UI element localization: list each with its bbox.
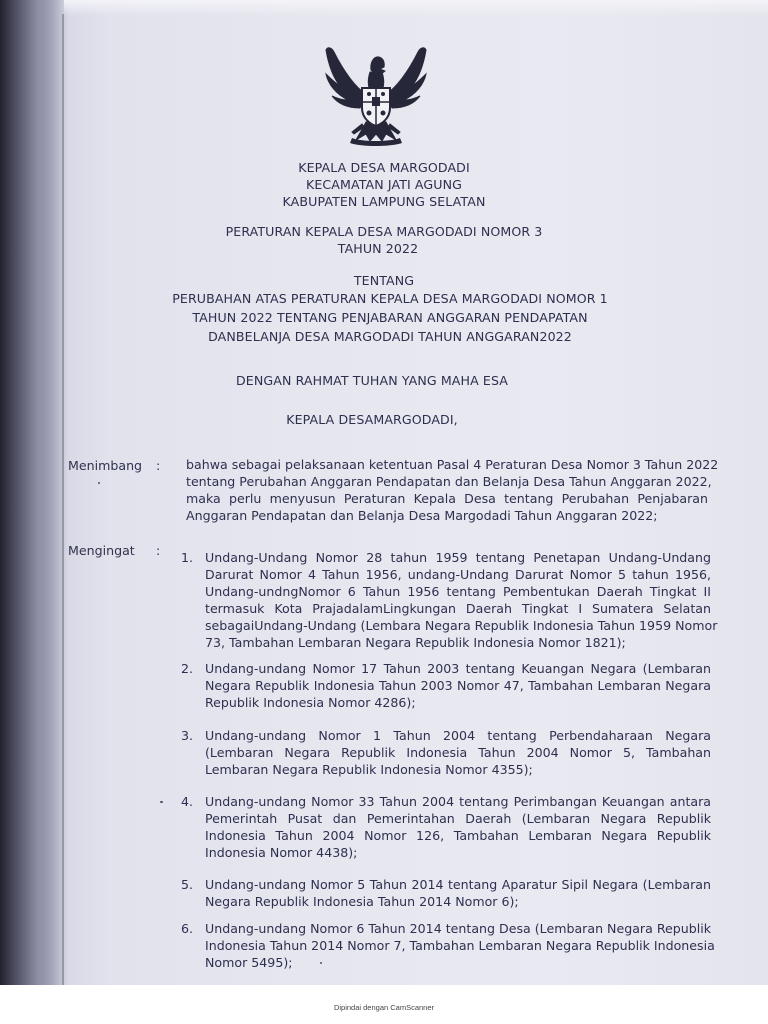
- law-item-line: 73, Tambahan Lembaran Negara Republik Indonesia Nomor 1821);: [205, 635, 626, 650]
- heading-district: KECAMATAN JATI AGUNG: [306, 177, 462, 192]
- law-item-line: Undang-undang Nomor 5 Tahun 2014 tentang Aparatur Sipil Negara (Lembaran: [205, 877, 711, 892]
- mengingat-label: Mengingat: [68, 543, 135, 558]
- law-item-line: Republik Indonesia Nomor 4286);: [205, 695, 416, 710]
- law-item-line: Undang-undang Nomor 33 Tahun 2004 tentang Perimbangan Keuangan antara: [205, 794, 711, 809]
- mengingat-colon: :: [156, 543, 161, 558]
- law-item-line: sebagaiUndang-Undang (Lembara Negara Republik Indonesia Tahun 1959 Nomor: [205, 618, 718, 633]
- menimbang-paragraph: [186, 456, 719, 524]
- law-item-line: Lembaran Negara Republik Indonesia Nomor 4355);: [205, 762, 533, 777]
- law-item-line: Negara Republik Indonesia Tahun 2003 Nomor 47, Tambahan Lembaran Negara: [205, 678, 711, 693]
- regulation-number: PERATURAN KEPALA DESA MARGODADI NOMOR 3: [225, 224, 543, 239]
- menimbang-line: tentang Perubahan Anggaran Pendapatan dan Belanja Desa Tahun Anggaran 2022,: [186, 474, 712, 489]
- law-item-number: 4.: [181, 794, 194, 809]
- law-item-line: termasuk Kota PrajadalamLingkungan Daerah Tingkat I Sumatera Selatan: [205, 601, 711, 616]
- law-item-line: Undang-undang Nomor 17 Tahun 2003 tentang Keuangan Negara (Lembaran: [205, 661, 711, 676]
- law-item-number: 1.: [181, 550, 194, 565]
- scan-speck: [98, 482, 100, 484]
- law-item-line: Pemerintah Pusat dan Pemerintahan Daerah (Lembaran Negara Republik: [205, 811, 711, 826]
- heading-regency: KABUPATEN LAMPUNG SELATAN: [282, 194, 486, 209]
- scan-speck: [320, 962, 322, 964]
- law-item-line: (Lembaran Negara Republik Indonesia Tahun 2004 Nomor 5, Tambahan: [205, 745, 711, 760]
- garuda-pancasila-icon: [322, 42, 430, 148]
- law-item-number: 5.: [181, 877, 194, 892]
- scan-speck: [160, 801, 163, 803]
- authority-line: KEPALA DESAMARGODADI,: [286, 412, 458, 427]
- heading-village-head: KEPALA DESA MARGODADI: [298, 160, 470, 175]
- law-item-line: Indonesia Nomor 4438);: [205, 845, 358, 860]
- paper-top-edge: [64, 0, 768, 16]
- binding-shadow: [0, 0, 66, 985]
- menimbang-colon: :: [156, 458, 161, 473]
- menimbang-line: bahwa sebagai pelaksanaan ketentuan Pasal 4 Peraturan Desa Nomor 3 Tahun 2022: [186, 457, 719, 472]
- blessing-phrase: DENGAN RAHMAT TUHAN YANG MAHA ESA: [236, 373, 508, 388]
- law-item-line: Indonesia Tahun 2014 Nomor 7, Tambahan Lembaran Negara Republik Indonesia: [205, 938, 715, 953]
- law-item-line: Indonesia Tahun 2004 Nomor 126, Tambahan Lembaran Negara Republik: [205, 828, 711, 843]
- menimbang-line: maka perlu menyusun Peraturan Kepala Desa tentang Perubahan Penjabaran: [186, 491, 708, 506]
- law-item-line: Nomor 5495);: [205, 955, 293, 970]
- menimbang-line: Anggaran Pendapatan dan Belanja Desa Margodadi Tahun Anggaran 2022;: [186, 508, 658, 523]
- law-item-number: 2.: [181, 661, 194, 676]
- law-item-number: 6.: [181, 921, 194, 936]
- law-item-line: Undang-Undang Nomor 28 tahun 1959 tentang Penetapan Undang-Undang: [205, 550, 711, 565]
- regulation-year: TAHUN 2022: [337, 241, 419, 256]
- subject-line-2: TAHUN 2022 TENTANG PENJABARAN ANGGARAN PENDAPATAN: [192, 310, 588, 325]
- about-label: TENTANG: [353, 273, 415, 288]
- law-item-number: 3.: [181, 728, 194, 743]
- law-item-line: Negara Republik Indonesia Tahun 2014 Nomor 6);: [205, 894, 519, 909]
- subject-line-3: DANBELANJA DESA MARGODADI TAHUN ANGGARAN2022: [208, 329, 572, 344]
- subject-line-1: PERUBAHAN ATAS PERATURAN KEPALA DESA MARGODADI NOMOR 1: [172, 291, 608, 306]
- scanner-watermark: Dipindai dengan CamScanner: [333, 1003, 435, 1012]
- law-item-line: Darurat Nomor 4 Tahun 1956, undang-Undang Darurat Nomor 5 tahun 1956,: [205, 567, 711, 582]
- menimbang-label: Menimbang: [68, 458, 143, 473]
- law-item-line: Undang-undang Nomor 6 Tahun 2014 tentang Desa (Lembaran Negara Republik: [205, 921, 712, 936]
- law-item-line: Undang-undngNomor 6 Tahun 1956 tentang Pembentukan Daerah Tingkat II: [205, 584, 711, 599]
- law-item-line: Undang-undang Nomor 1 Tahun 2004 tentang Perbendaharaan Negara: [205, 728, 711, 743]
